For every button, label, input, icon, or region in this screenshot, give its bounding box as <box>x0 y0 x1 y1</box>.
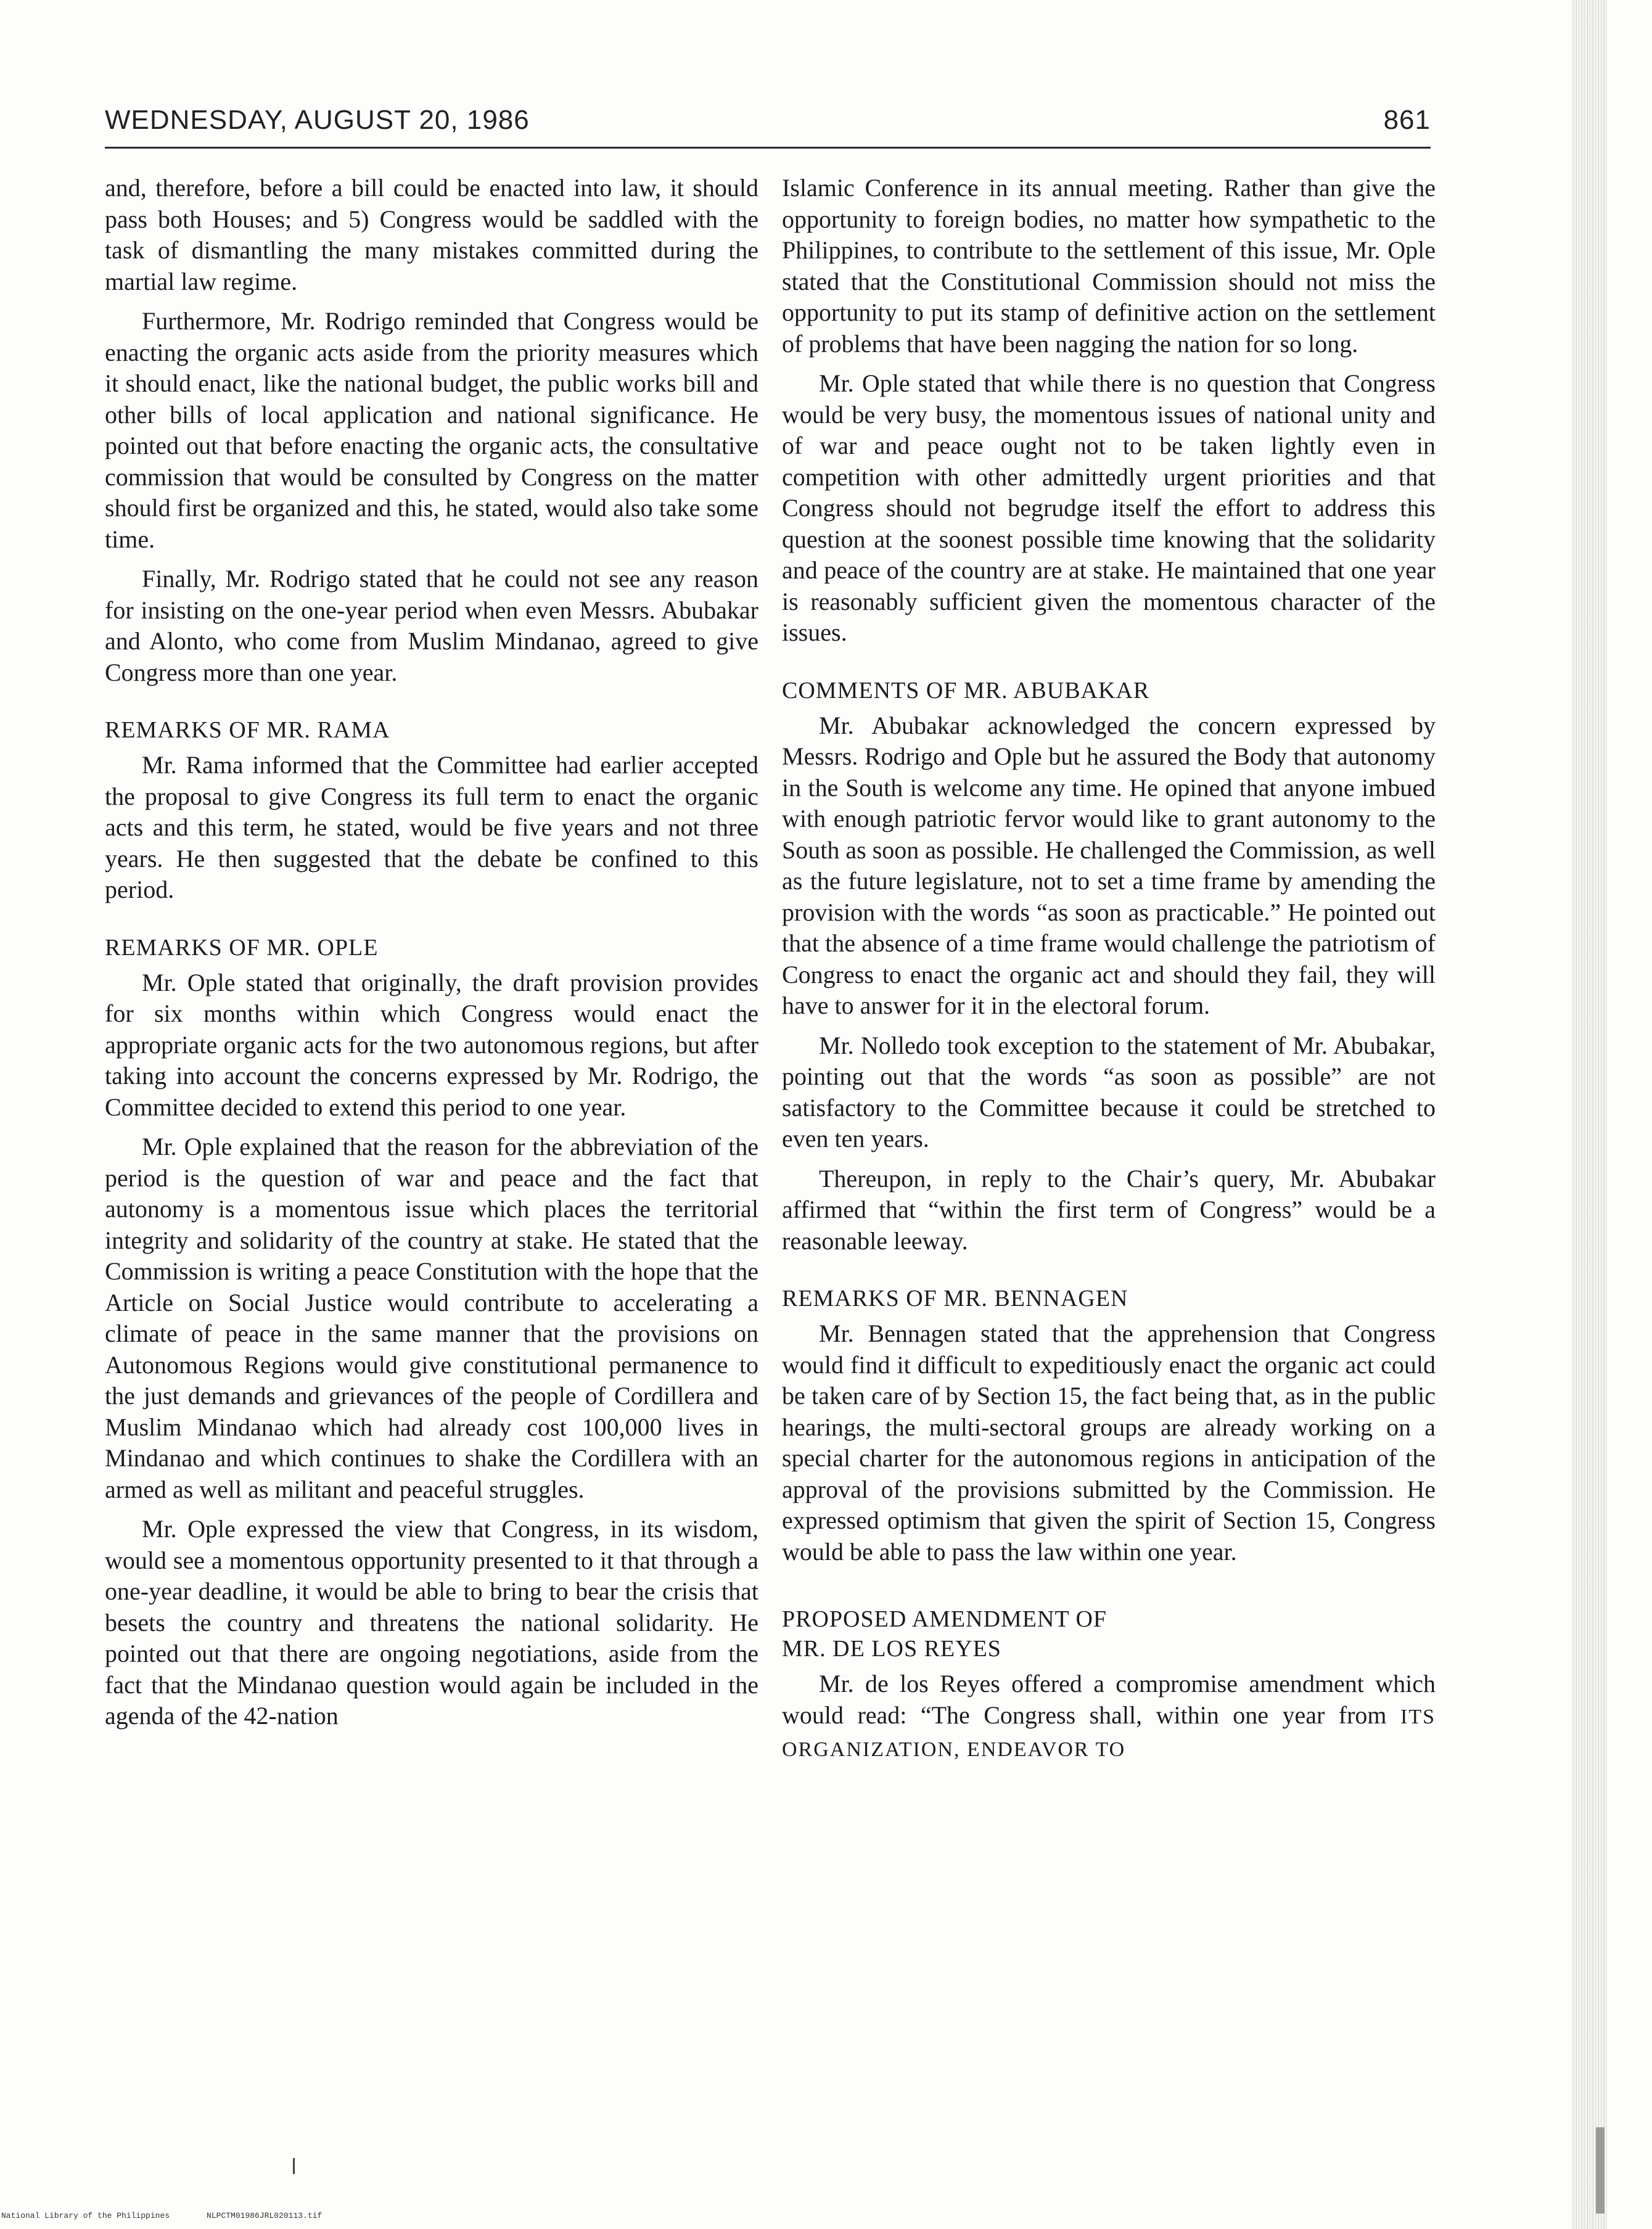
right-column <box>782 173 1436 1775</box>
paragraph: Mr. Ople expressed the view that Congress, in its wisdom, would see a momentous opportunity presented to it that through a one-year deadline, it would be able to bring to bear the crisis that besets the country and threatens the national solidarity. He pointed out that there are ongoing negotiations, aside from the fact that the Mindanao question would again be included in the agenda of the 42-nation <box>105 1515 758 1730</box>
scan-page-edge <box>1571 0 1607 2229</box>
header-date: WEDNESDAY, AUGUST 20, 1986 <box>105 105 530 135</box>
section-heading-amendment <box>782 1604 1436 1664</box>
paragraph: Mr. Ople explained that the reason for the abbreviation of the period is the question of war and peace and the fact that autonomy is a momentous issue which places the territorial integrity and solidarity of the country at stake. He stated that the Commission is writing a peace Constitution with the hope that the Article on Social Justice would contribute to accelerating a climate of peace in the same manner that the provisions on Autonomous Regions would give constitutional permanence to the just demands and grievances of the people of Cordillera and Muslim Mindanao which had already cost 100,000 lives in Mindanao and which continues to shake the Cordillera with an armed as well as militant and peaceful struggles. <box>105 1133 758 1503</box>
paragraph: Mr. Abubakar acknowledged the concern expressed by Messrs. Rodrigo and Ople but he assured the Body that autonomy in the South is welcome any time. He opined that anyone imbued with enough patriotic fervor would like to grant autonomy to the South as soon as possible. He challenged the Commission, as well as the future legislature, not to set a time frame by amending the provision with the words “as soon as practicable.” He pointed out that the absence of a time frame would challenge the patriotism of Congress to enact the organic act and should they fail, they will have to answer for it in the electoral forum. <box>782 711 1436 1019</box>
section-heading-ople: REMARKS OF MR. OPLE <box>105 934 379 961</box>
heading-line: PROPOSED AMENDMENT OF <box>782 1606 1107 1632</box>
page-number: 861 <box>1383 105 1431 135</box>
section-heading-abubakar: COMMENTS OF MR. ABUBAKAR <box>782 677 1150 704</box>
paragraph: Mr. Bennagen stated that the apprehension that Congress would find it difficult to expeditiously enact the organic act could be taken care of by Section 15, the fact being that, as in the public hearings, the multi-sectoral groups are already working on a special charter for the autonomous regions in anticipation of the approval of the provisions submitted by the Commission. He expressed optimism that given the spirit of Section 15, Congress would be able to pass the law within one year. <box>782 1320 1436 1566</box>
footer-library: National Library of the Philippines <box>1 2211 170 2220</box>
heading-line: MR. DE LOS REYES <box>782 1636 1001 1662</box>
footer-file: NLPCTM01986JRL020113.tif <box>207 2211 323 2220</box>
paragraph: Furthermore, Mr. Rodrigo reminded that Congress would be enacting the organic acts aside from the priority measures which it should enact, like the national budget, the public works bill and other bills of local application and national significance. He pointed out that before enacting the organic acts, the consultative commission that would be consulted by Congress on the matter should first be organized and this, he stated, would also take some time. <box>105 307 758 553</box>
paragraph: Finally, Mr. Rodrigo stated that he could not see any reason for insisting on the one-year period when even Messrs. Abubakar and Alonto, who come from Muslim Mindanao, agreed to give Congress more than one year. <box>105 565 758 686</box>
scan-speck <box>293 2158 295 2174</box>
paragraph: and, therefore, before a bill could be enacted into law, it should pass both Houses; and 5) Congress would be saddled with the task of dismantling the many mistakes committed during the martial law regime. <box>105 174 758 295</box>
scan-edge-shadow <box>1596 2127 1605 2214</box>
paragraph: Mr. Ople stated that while there is no question that Congress would be very busy, the momentous issues of national unity and of war and peace ought not to be taken lightly even in competition with other admittedly urgent priorities and that Congress should not begrudge itself the effort to address this question at the soonest possible time knowing that the solidarity and peace of the country are at stake. He maintained that one year is reasonably sufficient given the momentous character of the issues. <box>782 369 1436 646</box>
section-heading-rama: REMARKS OF MR. RAMA <box>105 717 390 743</box>
amendment-text: Mr. de los Reyes offered a compromise amendment which would read: “The Congress shall, within one year from <box>782 1670 1436 1729</box>
paragraph: Thereupon, in reply to the Chair’s query, Mr. Abubakar affirmed that “within the first term of Congress” would be a reasonable leeway. <box>782 1164 1436 1255</box>
paragraph: Mr. Rama informed that the Committee had earlier accepted the proposal to give Congress its full term to enact the organic acts and this term, he stated, would be five years and not three years. He then suggested that the debate be confined to this period. <box>105 751 758 903</box>
paragraph: Mr. Ople stated that originally, the draft provision provides for six months within which Congress would enact the appropriate organic acts for the two autonomous regions, but after taking into account the concerns expressed by Mr. Rodrigo, the Committee decided to extend this period to one year. <box>105 968 758 1121</box>
page-header <box>105 105 1431 136</box>
section-heading-bennagen: REMARKS OF MR. BENNAGEN <box>782 1286 1128 1312</box>
paragraph: Mr. Nolledo took exception to the statement of Mr. Abubakar, pointing out that the words “as soon as possible” are not satisfactory to the Committee because it could be stretched to even ten years. <box>782 1031 1436 1152</box>
scan-footer <box>1 2211 322 2220</box>
paragraph <box>782 1669 1436 1766</box>
header-rule <box>105 147 1431 149</box>
amendment-caps-text: ITS ORGANIZATION, ENDEAVOR TO <box>782 1705 1436 1761</box>
paragraph: Islamic Conference in its annual meeting. Rather than give the opportunity to foreign bodies, no matter how sympathetic to the Philippines, to contribute to the settlement of this issue, Mr. Ople stated that the Constitutional Commission should not miss the opportunity to put its stamp of definitive action on the settlement of problems that have been nagging the nation for so long. <box>782 174 1436 358</box>
left-column <box>105 173 758 1741</box>
